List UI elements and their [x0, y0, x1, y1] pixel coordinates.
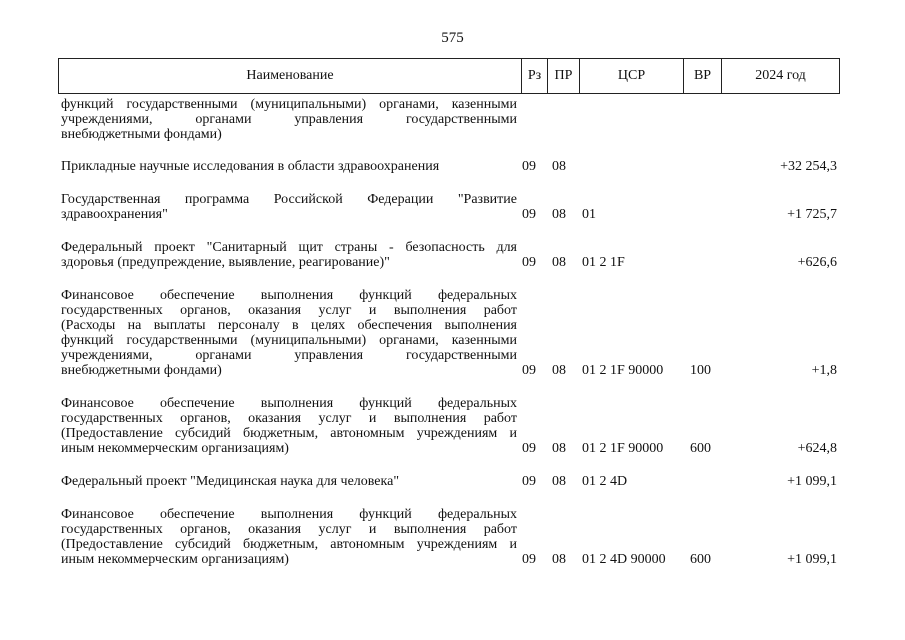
table-row [61, 288, 840, 378]
table-row [61, 192, 840, 222]
row-name [61, 396, 517, 456]
row-name-line: государственных органов, оказания услуг и выполнения работ [61, 522, 517, 537]
row-name [61, 97, 517, 142]
table-row [61, 396, 840, 456]
row-pr: 08 [552, 441, 566, 456]
row-name-line: государственных органов, оказания услуг и выполнения работ [61, 411, 517, 426]
header-name: Наименование [246, 68, 334, 83]
row-name [61, 159, 517, 174]
table-row [61, 159, 840, 174]
row-pr: 08 [552, 159, 566, 174]
row-vr: 100 [690, 363, 711, 378]
row-csr: 01 2 4D 90000 [582, 552, 666, 567]
row-csr: 01 2 4D [582, 474, 628, 489]
table-row [61, 97, 840, 142]
row-rz: 09 [522, 552, 536, 567]
row-name-line: здравоохранения" [61, 207, 168, 222]
row-csr: 01 [582, 207, 596, 222]
table-row [61, 474, 840, 489]
row-name-line: иным некоммерческим организациям) [61, 552, 289, 567]
row-year: +1,8 [811, 363, 837, 378]
row-name-line: здоровья (предупреждение, выявление, реагирование)" [61, 255, 390, 270]
row-name-line: (Расходы на выплаты персоналу в целях обеспечения выполнения [61, 318, 517, 333]
row-name [61, 240, 517, 270]
row-name-line: функций государственными (муниципальными) органами, казенными [61, 333, 517, 348]
row-name-line: Федеральный проект "Медицинская наука для человека" [61, 474, 400, 489]
row-rz: 09 [522, 255, 536, 270]
row-pr: 08 [552, 474, 566, 489]
row-vr: 600 [690, 441, 711, 456]
row-name-line: учреждениями, органами управления государственными [61, 348, 517, 363]
table-body [61, 97, 840, 567]
row-csr: 01 2 1F 90000 [582, 363, 664, 378]
row-year: +1 725,7 [787, 207, 837, 222]
row-name-line: Государственная программа Российской Федерации "Развитие [61, 192, 517, 207]
row-name-line: Прикладные научные исследования в области здравоохранения [61, 159, 440, 174]
row-name-line: государственных органов, оказания услуг и выполнения работ [61, 303, 517, 318]
row-year: +626,6 [797, 255, 837, 270]
row-name-line: учреждениями, органами управления государственными [61, 112, 517, 127]
row-name-line: внебюджетными фондами) [61, 127, 222, 142]
header-year: 2024 год [721, 59, 839, 93]
row-name-line: Федеральный проект "Санитарный щит страны - безопасность для [61, 240, 517, 255]
row-csr: 01 2 1F [582, 255, 625, 270]
row-pr: 08 [552, 255, 566, 270]
row-name [61, 474, 517, 489]
header-pr: ПР [547, 59, 579, 93]
row-name-line: (Предоставление субсидий бюджетным, автономным учреждениям и [61, 537, 517, 552]
row-name-line: функций государственными (муниципальными) органами, казенными [61, 97, 517, 112]
table-header [58, 58, 840, 94]
row-name-line: Финансовое обеспечение выполнения функций федеральных [61, 396, 517, 411]
header-vr: ВР [683, 59, 721, 93]
row-year: +624,8 [797, 441, 837, 456]
row-year: +32 254,3 [780, 159, 837, 174]
row-name-line: Финансовое обеспечение выполнения функций федеральных [61, 288, 517, 303]
row-name-line: внебюджетными фондами) [61, 363, 222, 378]
page-number: 575 [441, 30, 464, 46]
row-name-line: Финансовое обеспечение выполнения функций федеральных [61, 507, 517, 522]
row-rz: 09 [522, 441, 536, 456]
row-year: +1 099,1 [787, 474, 837, 489]
table-row [61, 507, 840, 567]
row-name-line: (Предоставление субсидий бюджетным, автономным учреждениям и [61, 426, 517, 441]
row-rz: 09 [522, 474, 536, 489]
row-name [61, 192, 517, 222]
row-pr: 08 [552, 363, 566, 378]
row-csr: 01 2 1F 90000 [582, 441, 664, 456]
table-row [61, 240, 840, 270]
row-name [61, 507, 517, 567]
row-rz: 09 [522, 363, 536, 378]
row-name-line: иным некоммерческим организациям) [61, 441, 289, 456]
row-pr: 08 [552, 552, 566, 567]
row-rz: 09 [522, 159, 536, 174]
header-csr: ЦСР [579, 59, 683, 93]
row-vr: 600 [690, 552, 711, 567]
row-name [61, 288, 517, 378]
row-pr: 08 [552, 207, 566, 222]
row-year: +1 099,1 [787, 552, 837, 567]
row-rz: 09 [522, 207, 536, 222]
header-rz: Рз [521, 59, 547, 93]
